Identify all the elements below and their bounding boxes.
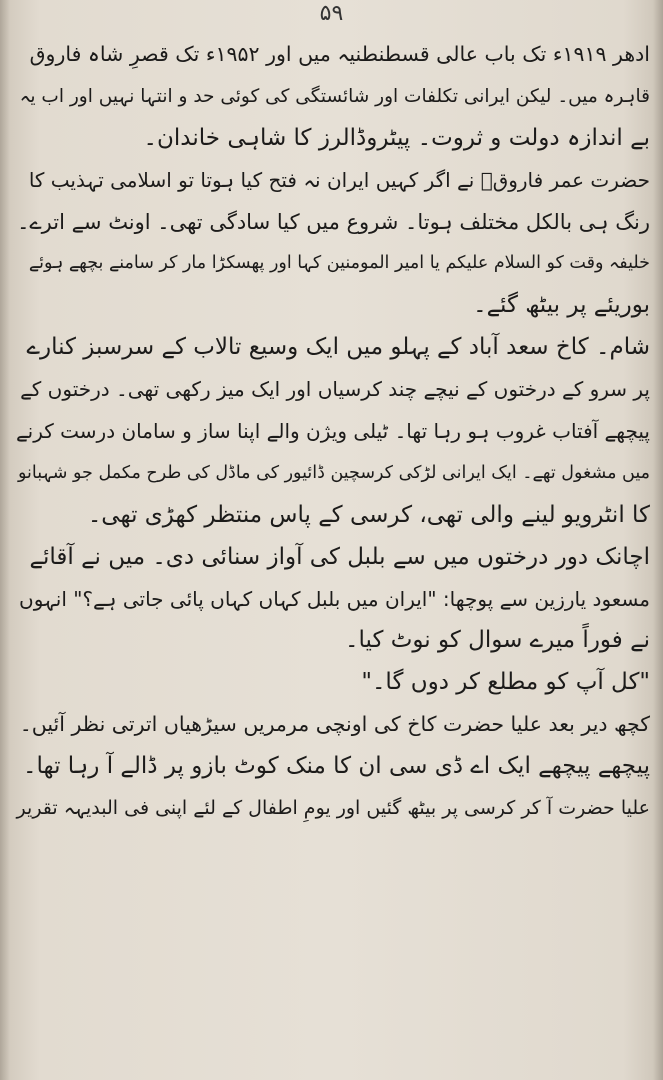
text-line: بے اندازہ دولت و ثروت۔ پیٹروڈالرز کا شاہی خاندان۔ xyxy=(143,124,650,151)
page-number: ۵۹ xyxy=(319,1,344,26)
text-line: میں مشغول تھے۔ ایک ایرانی لڑکی کرسچین ڈائیور کی ماڈل کی طرح مکمل جو شہبانو xyxy=(18,462,650,483)
text-line: خلیفہ وقت کو السلام علیکم یا امیر المومنین کہا اور پھسکڑا مار کر سامنے بچھے ہوئے xyxy=(28,253,650,274)
text-line: پر سرو کے درختوں کے نیچے چند کرسیاں اور ایک میز رکھی تھی۔ درختوں کے xyxy=(20,377,650,402)
text-line: کا انٹرویو لینے والی تھی، کرسی کے پاس منتظر کھڑی تھی۔ xyxy=(87,501,650,528)
page-edge-shadow-right xyxy=(653,0,663,1080)
text-line: حضرت عمر فاروقؓ نے اگر کہیں ایران نہ فتح کیا ہوتا تو اسلامی تہذیب کا xyxy=(28,167,650,192)
text-line: علیا حضرت آ کر کرسی پر بیٹھ گئیں اور یومِ اطفال کے لئے اپنی فی البدیہہ تقریر xyxy=(16,797,650,820)
body-text xyxy=(16,34,650,830)
text-line: اچانک دور درختوں میں سے بلبل کی آواز سنائی دی۔ میں نے آقائے xyxy=(29,543,650,570)
text-line: رنگ ہی بالکل مختلف ہوتا۔ شروع میں کیا سادگی تھی۔ اونٹ سے اترے۔ xyxy=(17,209,650,234)
text-line: "کل آپ کو مطلع کر دوں گا۔" xyxy=(361,669,650,696)
text-line: ادھر ۱۹۱۹ء تک باب عالی قسطنطنیہ میں اور ۱۹۵۲ء تک قصرِ شاہ فاروق xyxy=(29,42,650,66)
text-line: کچھ دیر بعد علیا حضرت کاخ کی اونچی مرمریں سیڑھیاں اترتی نظر آئیں۔ xyxy=(19,712,650,737)
text-line: مسعود یارزین سے پوچھا: "ایران میں بلبل کہاں کہاں پائی جاتی ہے؟" انہوں xyxy=(19,586,650,611)
text-line: قاہرہ میں۔ لیکن ایرانی تکلفات اور شائستگی کی کوئی حد و انتہا نہیں اور اب یہ xyxy=(19,85,650,107)
text-line: شام۔ کاخ سعد آباد کے پہلو میں ایک وسیع تالاب کے سرسبز کنارے xyxy=(26,334,650,361)
text-line: نے فوراً میرے سوال کو نوٹ کیا۔ xyxy=(345,627,650,654)
text-line: پیچھے پیچھے ایک اے ڈی سی ان کا منک کوٹ بازو پر ڈالے آ رہا تھا۔ xyxy=(23,753,650,780)
page-edge-shadow-left xyxy=(0,0,10,1080)
text-line: پیچھے آفتاب غروب ہو رہا تھا۔ ٹیلی ویژن والے اپنا ساز و سامان درست کرنے xyxy=(15,419,650,444)
text-line: بوریئے پر بیٹھ گئے۔ xyxy=(473,292,650,319)
